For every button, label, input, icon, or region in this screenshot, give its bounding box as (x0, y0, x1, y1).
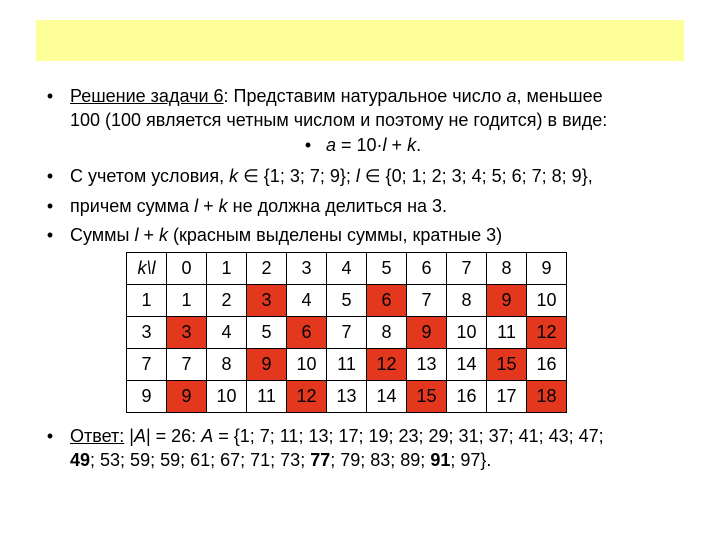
table-cell: 8 (367, 317, 407, 349)
table-cell: 18 (527, 381, 567, 413)
sum-condition-line: причем сумма l + k не должна делиться на 3. (70, 196, 448, 216)
sums-table (126, 252, 567, 413)
table-cell: 11 (327, 349, 367, 381)
table-cell: 6 (367, 285, 407, 317)
table-cell: 8 (447, 285, 487, 317)
sums-caption-line: Суммы l + k (красным выделены суммы, кратные 3) (70, 225, 503, 245)
table-cell: 2 (207, 285, 247, 317)
table-cell: 9 (487, 285, 527, 317)
table-corner-cell: k\l (127, 253, 167, 285)
bullet: • (46, 86, 54, 106)
table-cell: 5 (247, 317, 287, 349)
table-cell: 15 (407, 381, 447, 413)
table-cell: 16 (527, 349, 567, 381)
title-banner (36, 20, 684, 61)
table-cell: 11 (247, 381, 287, 413)
table-header-cell: 9 (527, 253, 567, 285)
table-cell: 9 (407, 317, 447, 349)
solution-line-1: Решение задачи 6: Представим натуральное число a, меньшее (70, 86, 603, 106)
table-header-cell: 4 (327, 253, 367, 285)
bullet: • (46, 426, 54, 446)
table-header-row (127, 253, 567, 285)
table-cell: 14 (447, 349, 487, 381)
bullet: • (46, 166, 54, 186)
table-header-cell: 0 (167, 253, 207, 285)
answer-line-1: Ответ: |A| = 26: A = {1; 7; 11; 13; 17; 19; 23; 29; 31; 37; 41; 43; 47; (70, 426, 604, 446)
table-cell: 14 (367, 381, 407, 413)
table-row (127, 285, 567, 317)
table-cell: 16 (447, 381, 487, 413)
table-cell: 10 (527, 285, 567, 317)
table-header-cell: 3 (287, 253, 327, 285)
table-cell: 17 (487, 381, 527, 413)
table-cell: 10 (287, 349, 327, 381)
table-cell: 12 (367, 349, 407, 381)
table-cell: 11 (487, 317, 527, 349)
table-cell: 6 (287, 317, 327, 349)
table-row-header: 3 (127, 317, 167, 349)
solution-label: Решение задачи 6 (70, 86, 224, 106)
table-row (127, 381, 567, 413)
table-row-header: 1 (127, 285, 167, 317)
table-cell: 12 (527, 317, 567, 349)
table-header-cell: 2 (247, 253, 287, 285)
table-row (127, 317, 567, 349)
table-header-cell: 5 (367, 253, 407, 285)
table-header-cell: 6 (407, 253, 447, 285)
solution-line-2: 100 (100 является четным числом и поэтому не годится) в виде: (70, 110, 608, 130)
table-cell: 10 (447, 317, 487, 349)
condition-line: С учетом условия, k ∈ {1; 3; 7; 9}; l ∈ {0; 1; 2; 3; 4; 5; 6; 7; 8; 9}, (70, 166, 593, 186)
table-row-header: 7 (127, 349, 167, 381)
table-cell: 10 (207, 381, 247, 413)
answer-line-2: 49; 53; 59; 59; 61; 67; 71; 73; 77; 79; 83; 89; 91; 97}. (70, 450, 492, 470)
bullet: • (304, 135, 312, 155)
table-cell: 15 (487, 349, 527, 381)
table-cell: 1 (167, 285, 207, 317)
table-cell: 4 (287, 285, 327, 317)
bullet: • (46, 196, 54, 216)
table-row (127, 349, 567, 381)
table-cell: 7 (327, 317, 367, 349)
table-cell: 8 (207, 349, 247, 381)
table-cell: 7 (167, 349, 207, 381)
table-row-header: 9 (127, 381, 167, 413)
table-header-cell: 1 (207, 253, 247, 285)
table-header-cell: 8 (487, 253, 527, 285)
formula-line: a = 10·l + k. (326, 135, 422, 155)
table-cell: 3 (247, 285, 287, 317)
table-cell: 4 (207, 317, 247, 349)
table-cell: 3 (167, 317, 207, 349)
table-cell: 7 (407, 285, 447, 317)
table-cell: 9 (247, 349, 287, 381)
table-cell: 5 (327, 285, 367, 317)
table-cell: 12 (287, 381, 327, 413)
table-cell: 9 (167, 381, 207, 413)
table-header-cell: 7 (447, 253, 487, 285)
answer-label: Ответ: (70, 426, 125, 446)
bullet: • (46, 225, 54, 245)
table-cell: 13 (327, 381, 367, 413)
table-cell: 13 (407, 349, 447, 381)
